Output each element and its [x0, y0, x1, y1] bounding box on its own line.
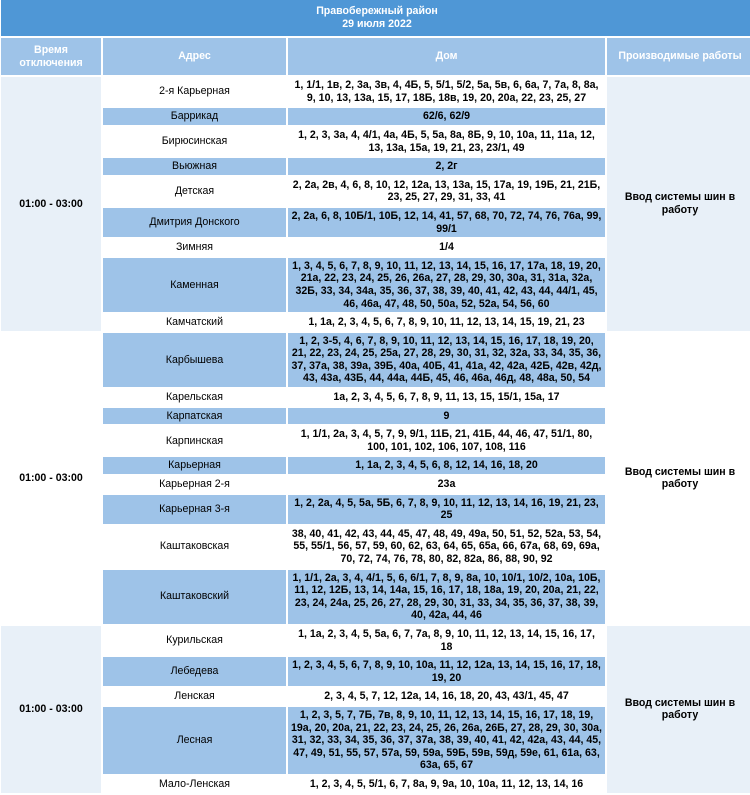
table-title [1, 0, 750, 36]
house-numbers: 1/4 [288, 239, 605, 256]
work-description: Ввод системы шин в работу [607, 626, 750, 793]
street-name: Карьерная 3-я [103, 495, 286, 524]
house-numbers: 1, 1/1, 2а, 3, 4, 4/1, 5, 6, 6/1, 7, 8, 9, 8а, 10, 10/1, 10/2, 10а, 10Б, 11, 12, 12Б, 13, 14, 14а, 15, 16, 17, 18, 18а, 19, 20, 20а, 21, 22, 23, 24, 24а, 25, 26, 27, 28, 29, 30, 31, 33, 34, 35, 36, 37, 38, 39, 40, 42а, 44, 46 [288, 570, 605, 624]
table-body [1, 77, 750, 792]
house-numbers: 2, 2а, 6, 8, 10Б/1, 10Б, 12, 14, 41, 57, 68, 70, 72, 74, 76, 76а, 99, 99/1 [288, 208, 605, 237]
house-numbers: 1, 2, 2а, 4, 5, 5а, 5Б, 6, 7, 8, 9, 10, 11, 12, 13, 14, 16, 19, 21, 23, 25 [288, 495, 605, 524]
house-numbers: 1, 2, 3, 5, 7, 7Б, 7в, 8, 9, 10, 11, 12, 13, 14, 15, 16, 17, 18, 19, 19а, 20, 20а, 21, 22, 23, 24, 25, 26, 26а, 26Б, 27, 28, 29, 30, 30а, 31, 32, 33, 34, 35, 36, 37, 37а, 38, 39, 40, 41, 42, 42а, 43, 44, 45, 47, 49, 51, 55, 57, 57а, 59, 59а, 59Б, 59в, 59д, 59е, 61, 61а, 63, 63а, 65, 67 [288, 707, 605, 774]
house-numbers: 1, 2, 3, 4, 5, 5/1, 6, 7, 8а, 9, 9а, 10, 10а, 11, 12, 13, 14, 16 [288, 776, 605, 793]
column-header-row [1, 38, 750, 75]
house-numbers: 1, 2, 3, 3а, 4, 4/1, 4а, 4Б, 5, 5а, 8а, 8Б, 9, 10, 10а, 11, 11а, 12, 13, 13а, 15а, 19, 21, 23, 23/1, 49 [288, 127, 605, 156]
house-numbers: 1, 3, 4, 5, 6, 7, 8, 9, 10, 11, 12, 13, 14, 15, 16, 17, 17а, 18, 19, 20, 21а, 22, 23, 24, 25, 26, 26а, 27, 28, 29, 30, 30а, 31, 31а, 32а, 32Б, 33, 34, 34а, 35, 36, 37, 38, 39, 40, 41, 42, 43, 44, 44/1, 45, 46, 46а, 47, 48, 50, 50а, 52, 52а, 54, 56, 60 [288, 258, 605, 312]
outage-time: 01:00 - 03:00 [1, 77, 101, 331]
outage-time: 01:00 - 03:00 [1, 626, 101, 793]
street-name: Карельская [103, 389, 286, 406]
house-numbers: 1, 1а, 2, 3, 4, 5, 6, 8, 12, 14, 16, 18, 20 [288, 457, 605, 474]
street-name: Ленская [103, 688, 286, 705]
house-numbers: 1, 1/1, 2а, 3, 4, 5, 7, 9, 9/1, 11Б, 21, 41Б, 44, 46, 47, 51/1, 80, 100, 101, 102, 106, 107, 108, 116 [288, 426, 605, 455]
column-header-work: Производимые работы [607, 38, 750, 75]
work-description: Ввод системы шин в работу [607, 333, 750, 624]
work-description: Ввод системы шин в работу [607, 77, 750, 331]
street-name: Курильская [103, 626, 286, 655]
street-name: Карьерная [103, 457, 286, 474]
street-name: 2-я Карьерная [103, 77, 286, 106]
street-name: Карьерная 2-я [103, 476, 286, 493]
street-name: Бирюсинская [103, 127, 286, 156]
house-numbers: 2, 2а, 2в, 4, 6, 8, 10, 12, 12а, 13, 13а, 15, 17а, 19, 19Б, 21, 21Б, 23, 25, 27, 29, 31, 33, 41 [288, 177, 605, 206]
house-numbers: 38, 40, 41, 42, 43, 44, 45, 47, 48, 49, 49а, 50, 51, 52, 52а, 53, 54, 55, 55/1, 56, 57, 59, 60, 62, 63, 64, 65, 65а, 66, 67а, 68, 69, 69а, 70, 72, 74, 76, 78, 80, 82, 82а, 86, 88, 90, 92 [288, 526, 605, 568]
street-name: Каштаковская [103, 526, 286, 568]
house-numbers: 1, 2, 3, 4, 5, 6, 7, 8, 9, 10, 10а, 11, 12, 12а, 13, 14, 15, 16, 17, 18, 19, 20 [288, 657, 605, 686]
street-name: Дмитрия Донского [103, 208, 286, 237]
house-numbers: 1, 1/1, 1в, 2, 3а, 3в, 4, 4Б, 5, 5/1, 5/2, 5а, 5в, 6, 6а, 7, 7а, 8, 8а, 9, 10, 13, 13а, 15, 17, 18Б, 18в, 19, 20, 20а, 22, 23, 25, 27 [288, 77, 605, 106]
street-name: Карпинская [103, 426, 286, 455]
house-numbers: 1, 1а, 2, 3, 4, 5, 5а, 6, 7, 7а, 8, 9, 10, 11, 12, 13, 14, 15, 16, 17, 18 [288, 626, 605, 655]
street-name: Каменная [103, 258, 286, 312]
street-name: Зимняя [103, 239, 286, 256]
street-name: Мало-Ленская [103, 776, 286, 793]
outage-time: 01:00 - 03:00 [1, 333, 101, 624]
house-numbers: 2, 3, 4, 5, 7, 12, 12а, 14, 16, 18, 20, 43, 43/1, 45, 47 [288, 688, 605, 705]
column-header-time: Время отключения [1, 38, 101, 75]
column-header-house: Дом [288, 38, 605, 75]
house-numbers: 1, 1а, 2, 3, 4, 5, 6, 7, 8, 9, 10, 11, 12, 13, 14, 15, 19, 21, 23 [288, 314, 605, 331]
street-name: Лесная [103, 707, 286, 774]
column-header-address: Адрес [103, 38, 286, 75]
table-row [1, 77, 750, 106]
street-name: Детская [103, 177, 286, 206]
street-name: Вьюжная [103, 158, 286, 175]
table-row [1, 333, 750, 387]
house-numbers: 62/6, 62/9 [288, 108, 605, 125]
house-numbers: 23а [288, 476, 605, 493]
table-row [1, 626, 750, 655]
house-numbers: 2, 2г [288, 158, 605, 175]
house-numbers: 1а, 2, 3, 4, 5, 6, 7, 8, 9, 11, 13, 15, 15/1, 15а, 17 [288, 389, 605, 406]
house-numbers: 1, 2, 3-5, 4, 6, 7, 8, 9, 10, 11, 12, 13, 14, 15, 16, 17, 18, 19, 20, 21, 22, 23, 24, 25, 25а, 27, 28, 29, 30, 31, 32, 32а, 33, 34, 35, 36, 37, 37а, 38, 39а, 39Б, 40а, 40Б, 41, 41а, 42, 42а, 42Б, 42в, 42д, 43, 43а, 43Б, 44, 44а, 44Б, 45, 46, 46а, 46д, 48, 48а, 50, 54 [288, 333, 605, 387]
house-numbers: 9 [288, 408, 605, 425]
date-title: 29 июля 2022 [342, 18, 412, 30]
street-name: Баррикад [103, 108, 286, 125]
street-name: Карбышева [103, 333, 286, 387]
street-name: Каштаковский [103, 570, 286, 624]
street-name: Карпатская [103, 408, 286, 425]
district-title: Правобережный район [316, 5, 438, 17]
street-name: Камчатский [103, 314, 286, 331]
street-name: Лебедева [103, 657, 286, 686]
